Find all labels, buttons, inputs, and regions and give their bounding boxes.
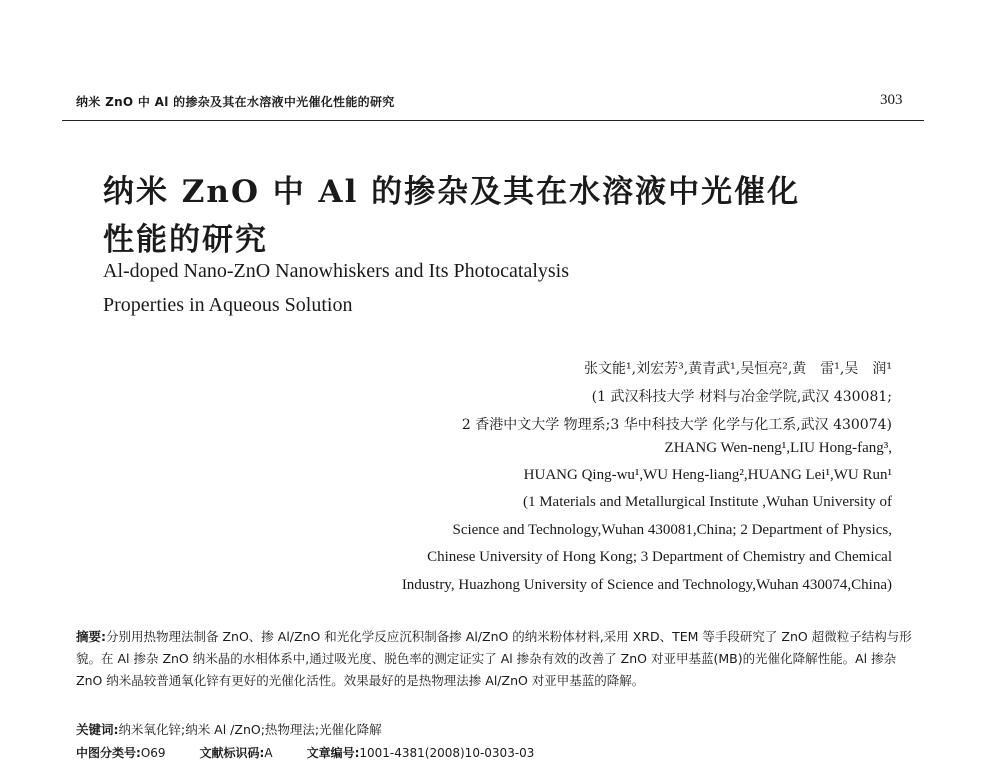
title-en-line-1: Al-doped Nano-ZnO Nanowhiskers and Its Photocatalysis — [103, 260, 570, 282]
title-en-line-2: Properties in Aqueous Solution — [103, 294, 353, 316]
header-rule — [62, 120, 924, 121]
running-head: 纳米 ZnO 中 Al 的掺杂及其在水溶液中光催化性能的研究 — [76, 95, 395, 109]
clc-label: 中图分类号: — [76, 746, 141, 760]
article-no-value: 1001-4381(2008)10-0303-03 — [359, 746, 535, 760]
abstract-label: 摘要: — [76, 629, 106, 644]
abstract — [76, 626, 924, 692]
title-zh-line-1: 纳米 ZnO 中 Al 的掺杂及其在水溶液中光催化 — [103, 174, 801, 210]
affiliation-en-line-4: Industry, Huazhong University of Science and Technology,Wuhan 430074,China) — [401, 577, 892, 593]
keywords — [76, 720, 382, 738]
authors-en-line-1: ZHANG Wen-neng¹,LIU Hong-fang³, — [664, 440, 892, 456]
authors-en-line-2: HUANG Qing-wu¹,WU Heng-liang²,HUANG Lei¹,WU Run¹ — [523, 467, 892, 483]
affiliation-zh-line-1: (1 武汉科技大学 材料与冶金学院,武汉 430081; — [591, 389, 892, 405]
affiliation-zh-line-2: 2 香港中文大学 物理系;3 华中科技大学 化学与化工系,武汉 430074) — [461, 417, 892, 433]
keywords-label: 关键词: — [76, 722, 119, 737]
title-zh-line-2: 性能的研究 — [103, 222, 268, 258]
doc-code-value: A — [264, 746, 273, 760]
page-number: 303 — [880, 92, 903, 108]
doc-code-label: 文献标识码: — [199, 746, 265, 760]
abstract-body: 分别用热物理法制备 ZnO、掺 Al/ZnO 和光化学反应沉积制备掺 Al/ZnO 的纳米粉体材料,采用 XRD、TEM 等手段研究了 ZnO 超微粒子结构与形貌。在 Al 掺杂 ZnO 纳米晶的水相体系中,通过吸光度、脱色率的测定证实了 Al 掺杂有效的改善了 ZnO 对亚甲基蓝(MB)的光催化降解性能。Al 掺杂 ZnO 纳米晶较普通氧化锌有更好的光催化活性。效果最好的是热物理法掺 Al/ZnO 对亚甲基蓝的降解。 — [76, 629, 912, 688]
affiliation-en-line-2: Science and Technology,Wuhan 430081,China; 2 Department of Physics, — [452, 522, 892, 538]
authors-zh: 张文能¹,刘宏芳³,黄青武¹,吴恒亮²,黄 雷¹,吴 润¹ — [584, 361, 892, 377]
article-no-label: 文章编号: — [306, 746, 360, 760]
affiliation-en-line-3: Chinese University of Hong Kong; 3 Department of Chemistry and Chemical — [427, 549, 892, 565]
clc-value: O69 — [140, 746, 166, 760]
keywords-body: 纳米氧化锌;纳米 Al /ZnO;热物理法;光催化降解 — [118, 722, 382, 737]
affiliation-en-line-1: (1 Materials and Metallurgical Institute ,Wuhan University of — [522, 494, 892, 510]
classification-line — [76, 744, 534, 761]
